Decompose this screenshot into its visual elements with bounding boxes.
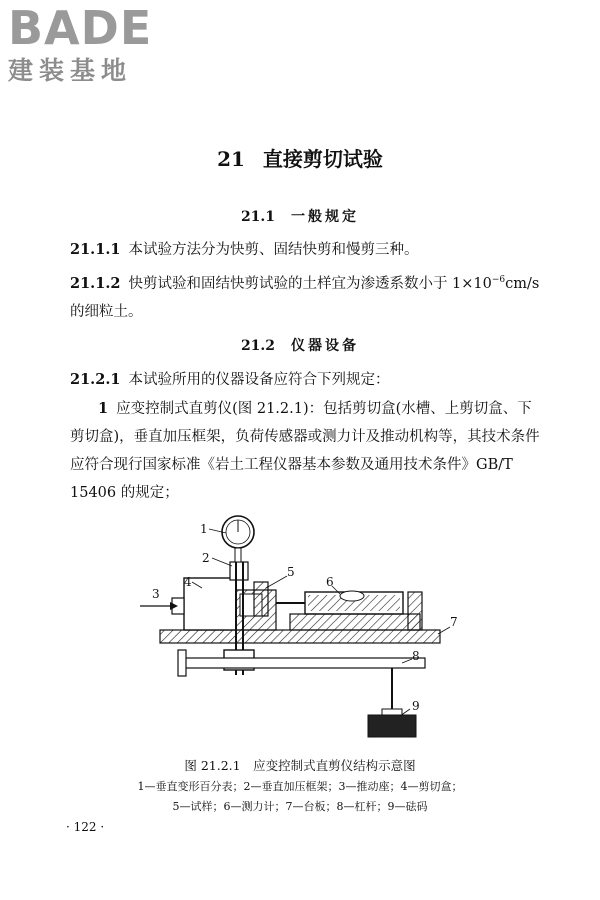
section-heading-general	[0, 206, 600, 226]
base-table	[160, 630, 440, 643]
clause-text: 本试验方法分为快剪、固结快剪和慢剪三种。	[128, 242, 419, 258]
logo-wordmark: BADE	[8, 1, 153, 55]
chapter-number: 21	[217, 147, 245, 171]
clause-number: 21.1.1	[70, 241, 121, 258]
clause-21-2-1	[70, 366, 540, 394]
clause-text: 本试验所用的仪器设备应符合下列规定：	[128, 372, 390, 388]
direct-shear-apparatus-diagram	[140, 510, 470, 750]
clause-text: 快剪试验和固结快剪试验的土样宜为渗透系数小于 1×10	[128, 275, 492, 292]
item-number: 1	[98, 400, 109, 417]
figure-label-5: 5	[287, 565, 295, 579]
chapter-title	[0, 143, 600, 172]
clause-text-end: cm/s 的细粒土。	[70, 275, 540, 320]
clause-21-1-2	[70, 266, 540, 326]
section-number: 21.1	[240, 209, 276, 225]
section-title: 仪器设备	[291, 338, 360, 354]
clause-21-1-1	[70, 236, 540, 264]
figure-label-9: 9	[412, 699, 420, 713]
figure-label-8: 8	[412, 649, 420, 663]
figure-label-2: 2	[202, 551, 210, 565]
figure-label-4: 4	[184, 575, 192, 589]
logo-subtitle: 建装基地	[8, 56, 133, 85]
item-1-paragraph	[70, 395, 540, 507]
dial-gauge	[222, 516, 254, 562]
section-title: 一般规定	[291, 209, 360, 225]
dynamometer	[276, 591, 422, 630]
clause-number: 21.2.1	[70, 371, 121, 388]
figure-label-6: 6	[326, 575, 334, 589]
logo	[8, 1, 153, 86]
weight	[368, 709, 416, 737]
clause-number: 21.1.2	[70, 274, 121, 292]
figure-legend-line-2: 5—试样；6—测力计；7—台板；8—杠杆；9—砝码	[172, 800, 428, 813]
lever	[178, 650, 425, 715]
item-text: 应变控制式直剪仪(图 21.2.1)：包括剪切盒(水槽、上剪切盒、下剪切盒)，垂直加压框架，负荷传感器或测力计及推动机构等，其技术条件应符合现行国家标准《岩土工程仪器基本参数及通用技术条件》GB/T 15406 的规定；	[70, 401, 540, 501]
section-heading-apparatus	[0, 335, 600, 355]
page-number: · 122 ·	[66, 820, 105, 834]
chapter-name: 直接剪切试验	[262, 147, 383, 171]
figure-label-1: 1	[200, 522, 208, 536]
figure-caption: 图 21.2.1 应变控制式直剪仪结构示意图	[184, 758, 416, 773]
section-number: 21.2	[240, 338, 276, 354]
figure-legend-line-1: 1—垂直变形百分表；2—垂直加压框架；3—推动座；4—剪切盒；	[137, 780, 463, 793]
exponent: −6	[491, 275, 506, 285]
figure-label-3: 3	[152, 587, 160, 601]
figure-label-7: 7	[450, 615, 458, 629]
